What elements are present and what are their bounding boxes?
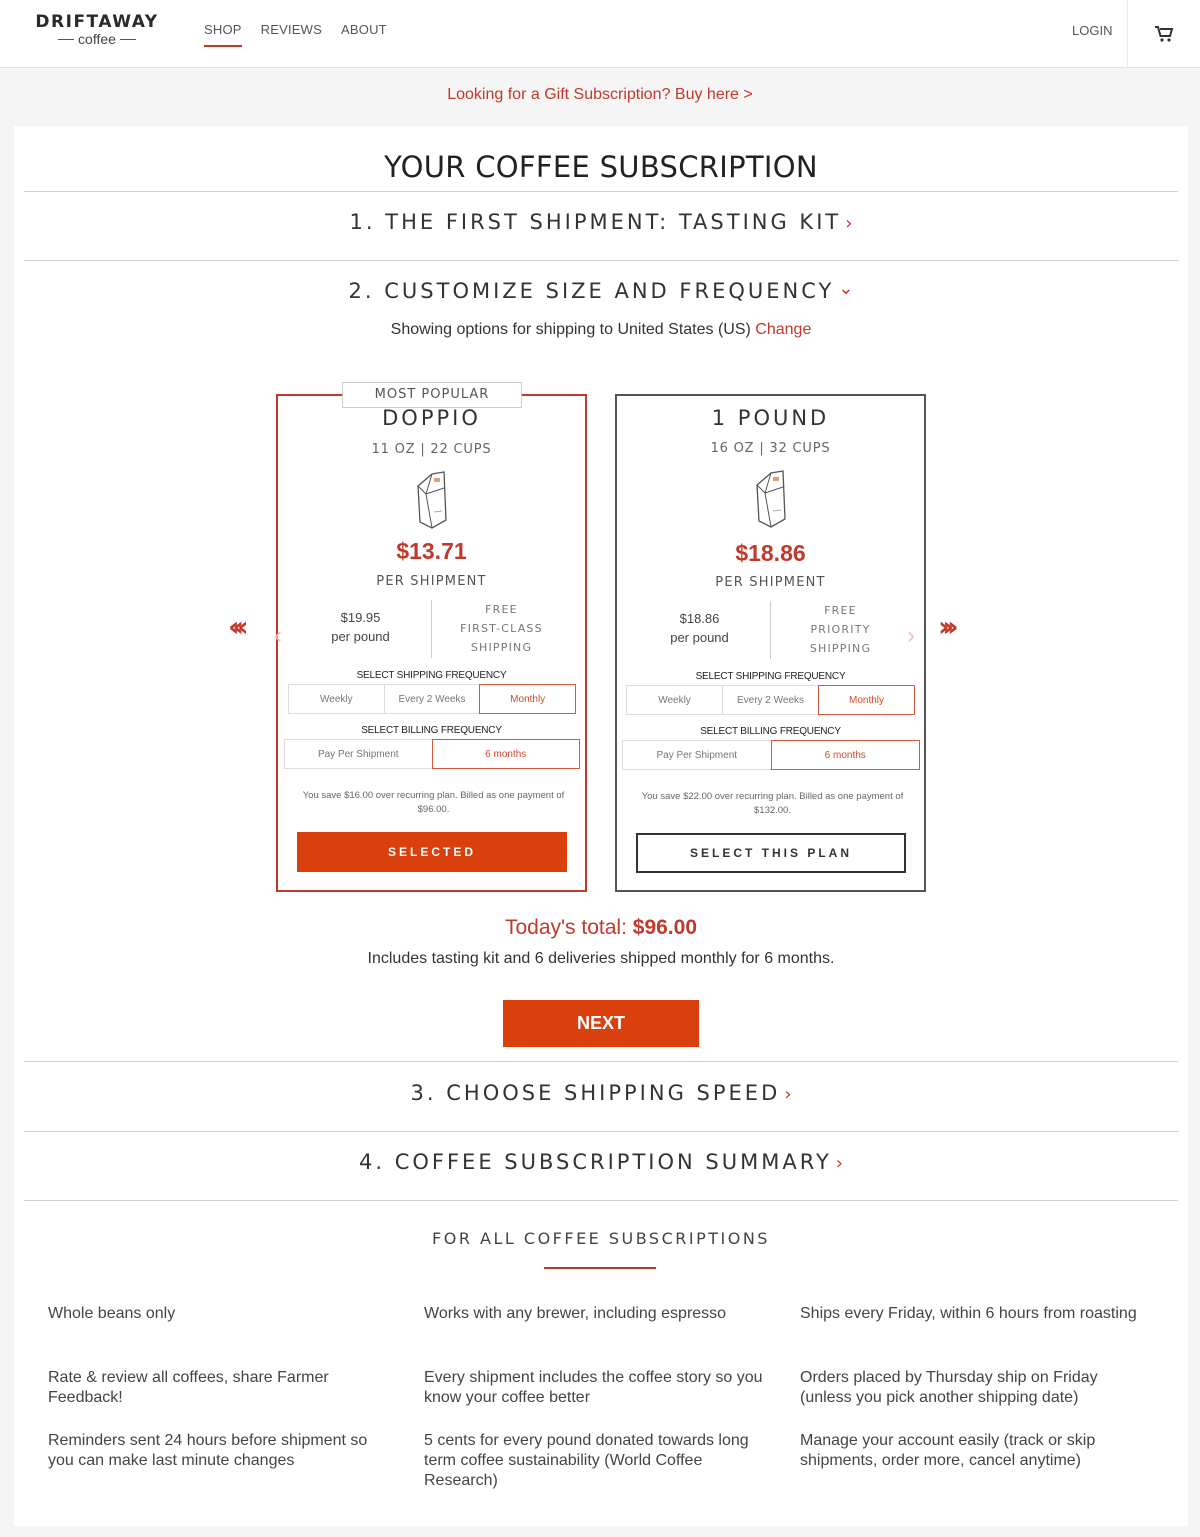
plan-card-doppio[interactable] <box>274 387 587 892</box>
feature-item: 5 cents for every pound donated towards long term coffee sustainability (World Coffee Research) <box>424 1432 749 1489</box>
shipping-frequency-selector <box>289 684 576 714</box>
page-title: YOUR COFFEE SUBSCRIPTION <box>384 150 818 184</box>
shipping-info: FREE PRIORITY SHIPPING <box>809 604 872 655</box>
feature-item: Every shipment includes the coffee story so you know your coffee better <box>424 1369 763 1406</box>
bill-6-months[interactable]: 6 months <box>432 739 581 769</box>
billing-frequency-label: SELECT BILLING FREQUENCY <box>361 725 502 736</box>
plan-name: DOPPIO <box>382 406 481 430</box>
nav-reviews[interactable]: REVIEWS <box>260 22 323 37</box>
plan-size: 11 OZ | 22 CUPS <box>371 442 492 457</box>
title-underline <box>544 1267 656 1269</box>
chevron-right-icon[interactable]: › <box>907 622 915 649</box>
savings-note: You save $22.00 over recurring plan. Billed as one payment of $132.00. <box>641 791 904 816</box>
total-amount: $96.00 <box>632 916 697 939</box>
next-button[interactable]: NEXT <box>503 1000 699 1047</box>
nav-about[interactable]: ABOUT <box>341 22 387 37</box>
plan-size: 16 OZ | 32 CUPS <box>710 441 831 456</box>
cart-button[interactable] <box>1127 0 1200 68</box>
chevron-right-icon: › <box>845 213 853 234</box>
total-note: Includes tasting kit and 6 deliveries shipped monthly for 6 months. <box>367 950 835 967</box>
billing-frequency-selector <box>285 739 580 769</box>
price-per-pound: $18.86 <box>679 611 720 626</box>
chevron-down-icon: ⌄ <box>838 278 854 299</box>
shipping-frequency-label: SELECT SHIPPING FREQUENCY <box>695 671 846 682</box>
todays-total: Today's total: $96.00 <box>505 916 697 939</box>
feature-item: Orders placed by Thursday ship on Friday (unless you pick another shipping date) <box>800 1369 1098 1406</box>
feature-item: Reminders sent 24 hours before shipment so you can make last minute changes <box>48 1432 368 1469</box>
freq-monthly[interactable]: Monthly <box>818 685 915 715</box>
main-nav <box>204 22 387 47</box>
gift-subscription-link[interactable]: Looking for a Gift Subscription? Buy here > <box>447 86 753 103</box>
logo[interactable] <box>34 12 160 46</box>
shipping-frequency-selector <box>627 685 915 715</box>
freq-every-2-weeks[interactable]: Every 2 Weeks <box>722 685 819 715</box>
freq-weekly[interactable]: Weekly <box>626 685 723 715</box>
shipping-info: FREE FIRST-CLASS SHIPPING <box>460 603 543 654</box>
feature-item: Manage your account easily (track or skip shipments, order more, cancel anytime) <box>800 1432 1096 1469</box>
all-subscriptions-title: FOR ALL COFFEE SUBSCRIPTIONS <box>432 1229 770 1248</box>
triple-chevron-left-icon: ‹‹‹ <box>228 610 242 643</box>
divider <box>24 1200 1178 1201</box>
bill-per-shipment[interactable]: Pay Per Shipment <box>622 740 772 770</box>
divider <box>24 191 1178 192</box>
feature-item: Ships every Friday, within 6 hours from roasting <box>800 1305 1137 1322</box>
subscription-panel <box>14 126 1188 1526</box>
plan-price: $13.71 <box>396 538 467 564</box>
price-per-pound: $19.95 <box>340 610 381 625</box>
section-tasting-kit[interactable]: 1. THE FIRST SHIPMENT: TASTING KIT › <box>349 210 853 234</box>
logo-brand: DRIFTAWAY <box>35 12 159 32</box>
divider <box>24 260 1178 261</box>
plan-card-1-pound[interactable] <box>615 394 926 892</box>
per-shipment-label: PER SHIPMENT <box>715 575 826 590</box>
feature-item: Whole beans only <box>48 1305 176 1322</box>
selected-button[interactable]: SELECTED <box>297 832 567 872</box>
section-customize[interactable]: 2. CUSTOMIZE SIZE AND FREQUENCY ⌄ <box>348 278 854 303</box>
shipping-note: Showing options for shipping to United States (US) Change <box>390 321 812 338</box>
change-country-link[interactable]: Change <box>755 321 812 338</box>
select-plan-button[interactable]: SELECT THIS PLAN <box>636 833 906 873</box>
freq-monthly[interactable]: Monthly <box>479 684 576 714</box>
shipping-frequency-label: SELECT SHIPPING FREQUENCY <box>356 670 507 681</box>
billing-frequency-selector <box>623 740 920 770</box>
plan-name: 1 POUND <box>711 406 830 430</box>
most-popular-badge: MOST POPULAR <box>342 382 522 408</box>
carousel-prev-button[interactable] <box>228 610 242 643</box>
feature-item: Works with any brewer, including espresso <box>424 1305 727 1322</box>
freq-weekly[interactable]: Weekly <box>288 684 385 714</box>
coffee-bag-icon <box>412 468 452 532</box>
chevron-right-icon: › <box>784 1084 792 1105</box>
login-link[interactable]: LOGIN <box>1072 23 1113 38</box>
cart-icon <box>1154 25 1174 43</box>
bill-6-months[interactable]: 6 months <box>771 740 921 770</box>
coffee-bag-icon <box>751 467 791 531</box>
billing-frequency-label: SELECT BILLING FREQUENCY <box>700 726 841 737</box>
savings-note: You save $16.00 over recurring plan. Billed as one payment of $96.00. <box>302 790 565 815</box>
bill-per-shipment[interactable]: Pay Per Shipment <box>284 739 433 769</box>
feature-item: Rate & review all coffees, share Farmer Feedback! <box>48 1369 329 1406</box>
site-header <box>0 0 1200 68</box>
per-shipment-label: PER SHIPMENT <box>376 574 487 589</box>
nav-shop[interactable]: SHOP <box>204 22 242 47</box>
chevron-right-icon: › <box>835 1153 843 1174</box>
plan-info: $18.86 per pound FREE PRIORITY SHIPPING <box>617 601 924 661</box>
carousel-next-button[interactable] <box>938 610 952 643</box>
freq-every-2-weeks[interactable]: Every 2 Weeks <box>384 684 481 714</box>
logo-sub: coffee <box>78 31 116 47</box>
section-shipping-speed[interactable]: 3. CHOOSE SHIPPING SPEED › <box>410 1081 792 1105</box>
divider <box>24 1061 1178 1062</box>
plan-price: $18.86 <box>735 540 806 566</box>
plan-info: $19.95 per pound FREE FIRST-CLASS SHIPPING <box>278 600 585 660</box>
section-summary[interactable]: 4. COFFEE SUBSCRIPTION SUMMARY › <box>359 1150 843 1174</box>
triple-chevron-right-icon: ››› <box>938 610 952 643</box>
chevron-left-icon[interactable]: ‹ <box>274 622 282 649</box>
divider <box>24 1131 1178 1132</box>
